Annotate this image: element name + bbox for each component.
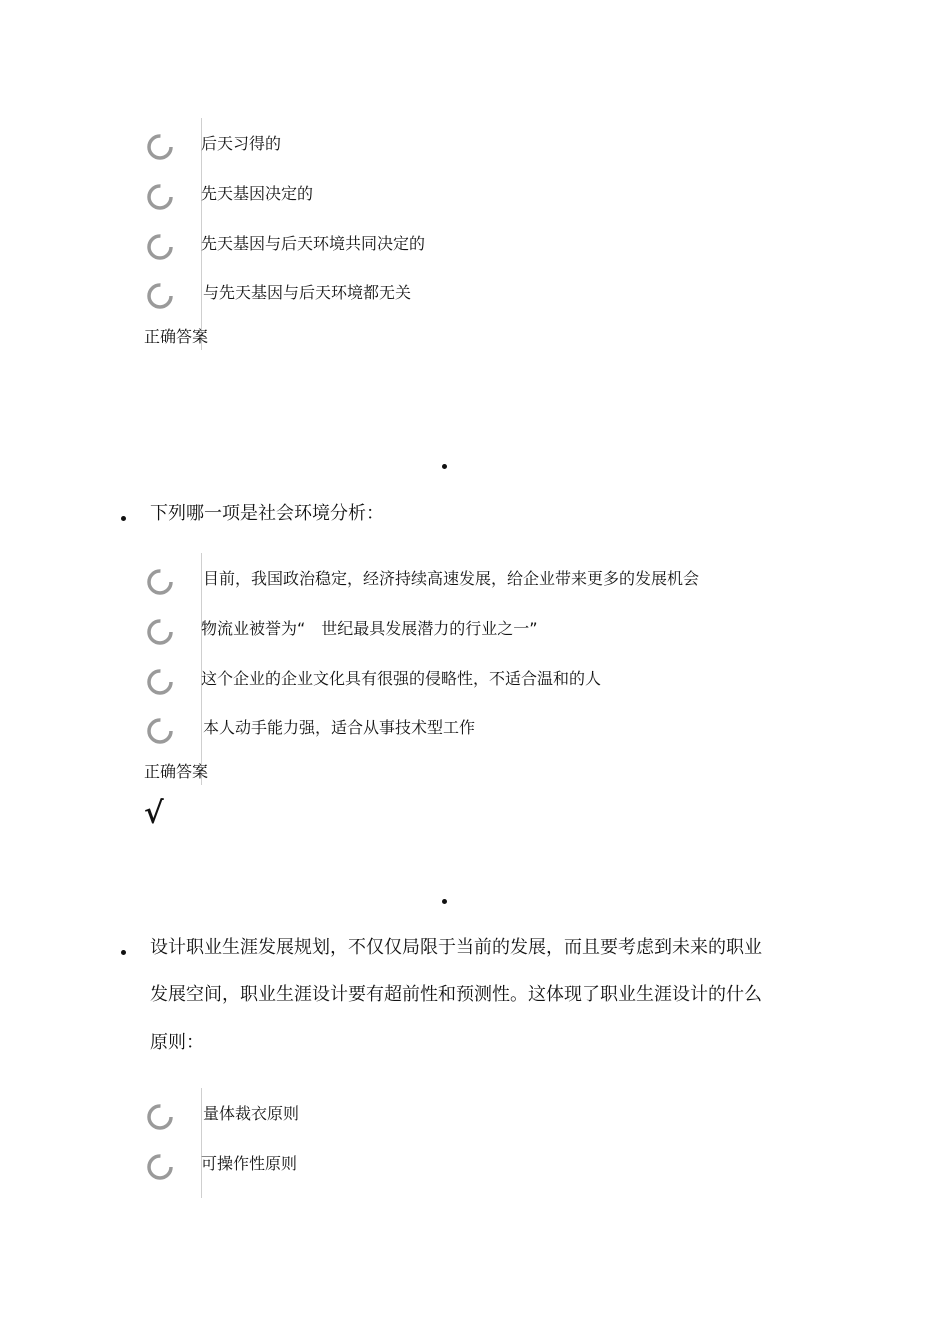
radio-unselected-icon[interactable] (146, 233, 174, 261)
question-text-line: 设计职业生涯发展规划，不仅仅局限于当前的发展，而且要考虑到未来的职业 (150, 937, 762, 958)
option-label: 这个企业的企业文化具有很强的侵略性，不适合温和的人 (201, 669, 602, 688)
radio-unselected-icon[interactable] (146, 717, 174, 745)
question-bullet (121, 950, 126, 955)
option-label: 先天基因与后天环境共同决定的 (201, 234, 426, 253)
separator-dot (442, 899, 447, 904)
question-text-line: 发展空间，职业生涯设计要有超前性和预测性。这体现了职业生涯设计的什么 (150, 984, 762, 1005)
correct-answer-label: 正确答案 (144, 762, 209, 781)
radio-unselected-icon[interactable] (146, 133, 174, 161)
option-label: 后天习得的 (201, 134, 282, 153)
correct-answer-label: 正确答案 (144, 327, 209, 346)
option-label: 先天基因决定的 (201, 184, 314, 203)
question-text: 下列哪一项是社会环境分析： (150, 503, 384, 524)
question-text-line: 原则： (150, 1032, 204, 1053)
option-label: 本人动手能力强，适合从事技术型工作 (203, 718, 476, 737)
option-label: 目前，我国政治稳定，经济持续高速发展，给企业带来更多的发展机会 (203, 569, 700, 588)
correct-check-mark: √ (144, 796, 164, 831)
radio-unselected-icon[interactable] (146, 282, 174, 310)
option-label: 可操作性原则 (201, 1154, 298, 1173)
radio-unselected-icon[interactable] (146, 1153, 174, 1181)
option-label: 物流业被誉为“ 世纪最具发展潜力的行业之一” (201, 619, 538, 638)
option-label: 量体裁衣原则 (203, 1104, 300, 1123)
option-divider (201, 1088, 202, 1198)
radio-unselected-icon[interactable] (146, 668, 174, 696)
separator-dot (442, 464, 447, 469)
radio-unselected-icon[interactable] (146, 183, 174, 211)
option-label: 与先天基因与后天环境都无关 (203, 283, 412, 302)
question-bullet (121, 516, 126, 521)
radio-unselected-icon[interactable] (146, 568, 174, 596)
radio-unselected-icon[interactable] (146, 1103, 174, 1131)
radio-unselected-icon[interactable] (146, 618, 174, 646)
